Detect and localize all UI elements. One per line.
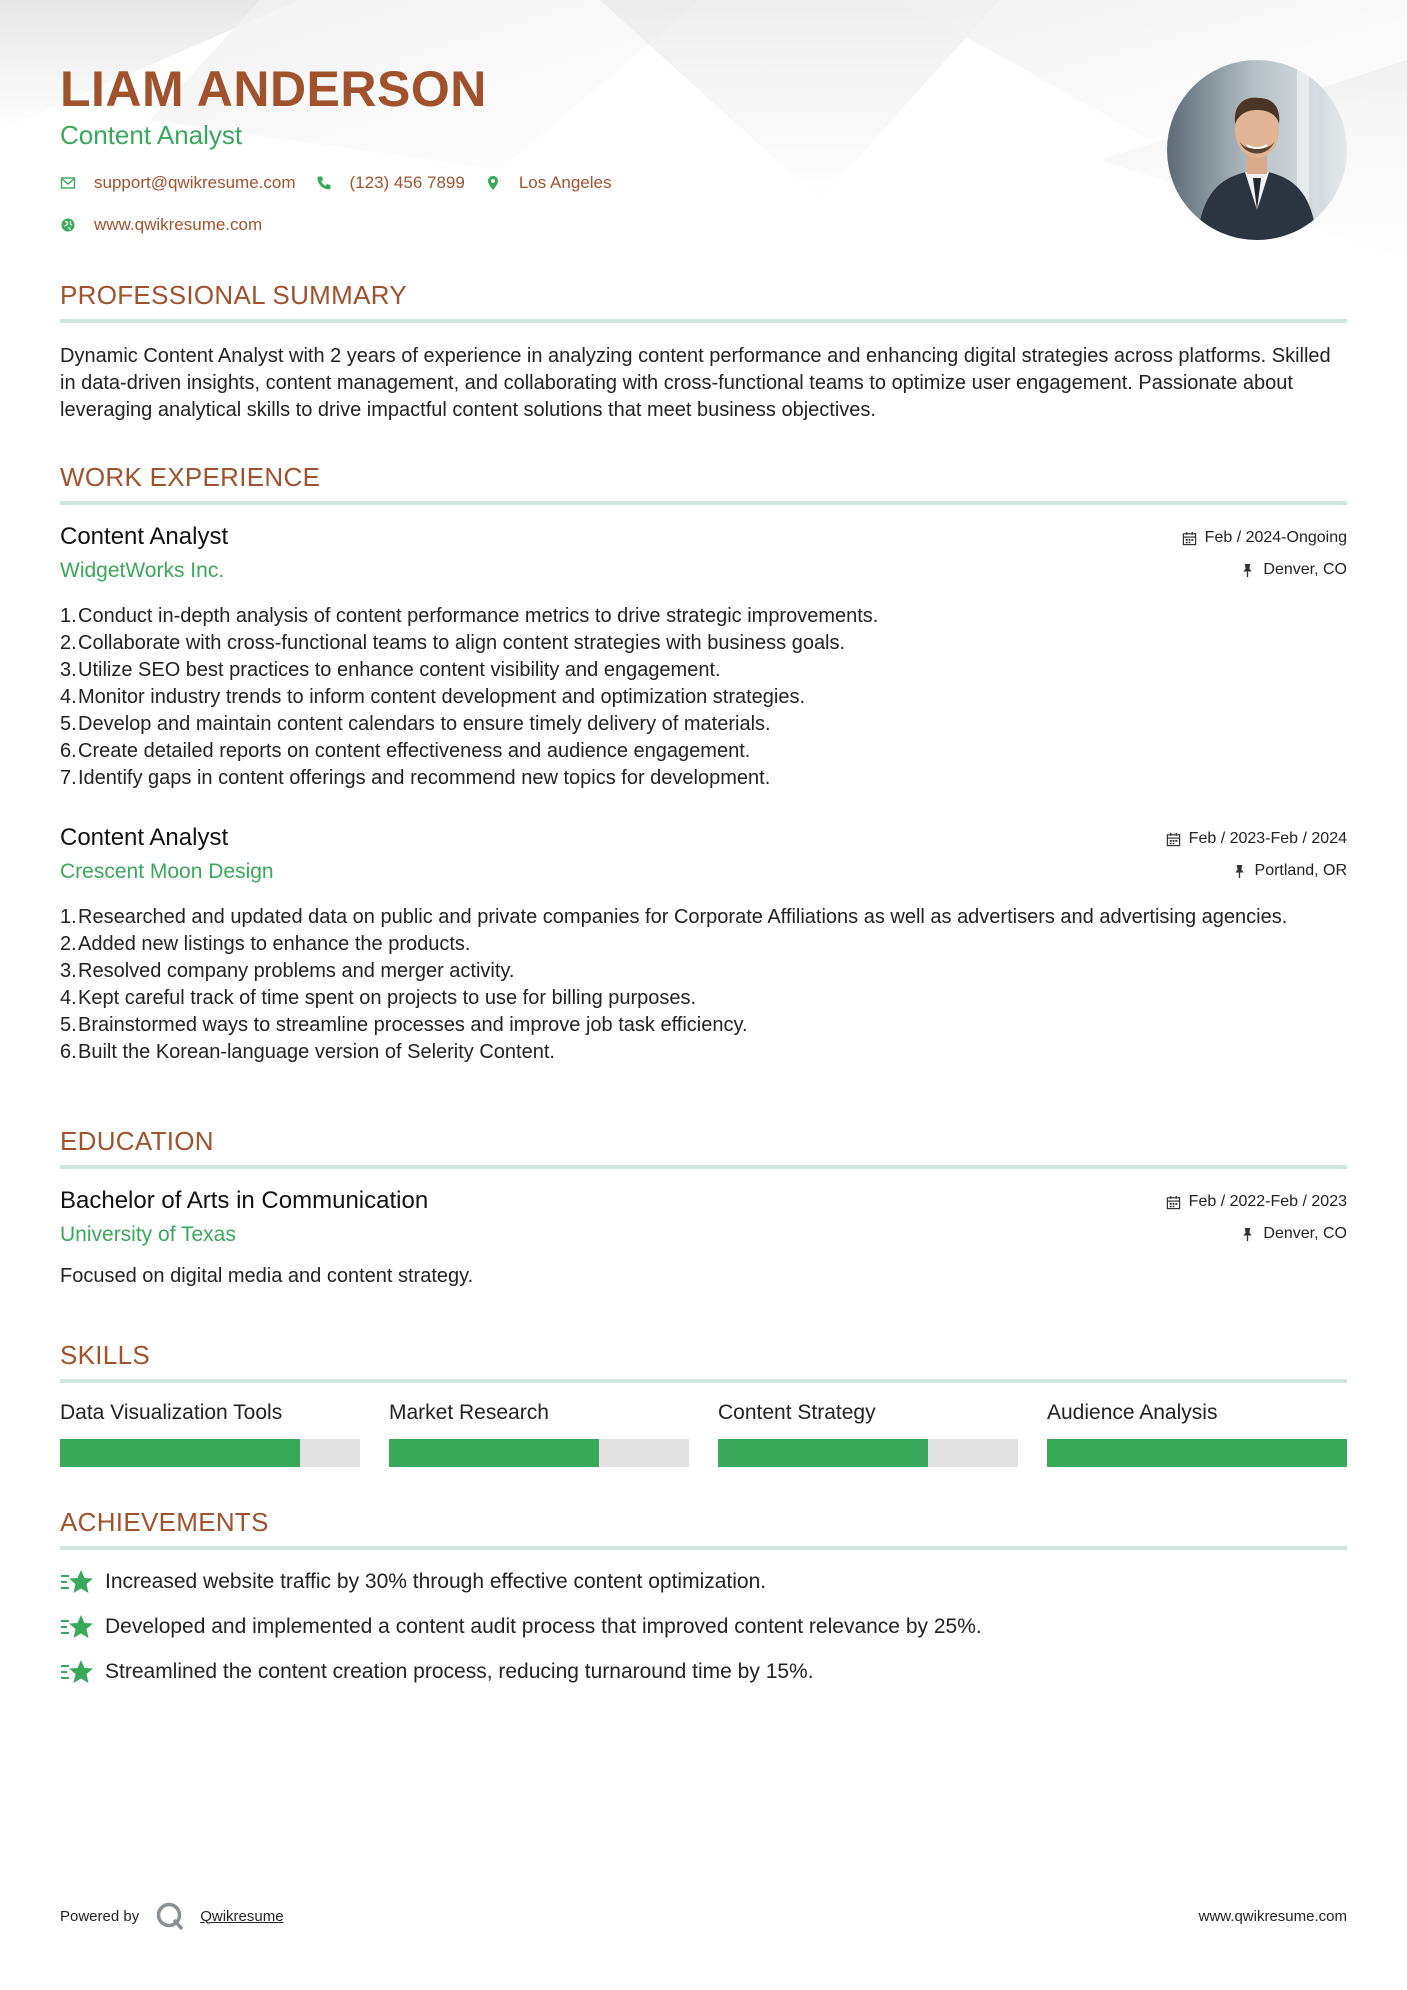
education-date-text: Feb / 2022-Feb / 2023 [1188,1193,1347,1210]
envelope-icon [60,175,76,191]
education-description: Focused on digital media and content strategy. [60,1265,474,1287]
achievement-item [60,1568,1347,1596]
footer-powered-by [60,1900,284,1932]
summary-section [60,280,1347,424]
skill-name: Audience Analysis [1047,1401,1218,1424]
list-item: 2. Added new listings to enhance the products. [60,933,471,955]
achievements-heading: ACHIEVEMENTS [60,1507,1347,1550]
job-date-text: Feb / 2023-Feb / 2024 [1188,830,1347,847]
job-role: Content Analyst [60,523,229,550]
globe-icon [60,217,76,233]
phone-icon [316,175,332,191]
list-item: 1. Researched and updated data on public and private companies for Corporate Affiliations as well as advertisers and advertising agencies. [60,906,1288,928]
job-entry [60,824,1347,1066]
job-date [1166,830,1347,848]
list-item: 5. Develop and maintain content calendars to ensure timely delivery of materials. [60,713,771,735]
job-header [60,523,1347,599]
job-location [1240,561,1347,579]
job-date-text: Feb / 2024-Ongoing [1204,529,1347,546]
list-item: 3. Resolved company problems and merger activity. [60,960,515,982]
pushpin-icon [1232,864,1247,879]
contact-location [485,173,612,193]
footer-website[interactable]: www.qwikresume.com [1198,1907,1347,1925]
job-header [60,824,1347,900]
contact-row [60,173,631,193]
achievement-text: Increased website traffic by 30% through effective content optimization. [105,1570,767,1593]
skill-bar-fill [60,1439,300,1467]
skill-bar-fill [718,1439,928,1467]
skill-name: Data Visualization Tools [60,1401,283,1424]
pushpin-icon [1240,1227,1255,1242]
skill-item [60,1401,360,1467]
skill-item [718,1401,1018,1467]
page-footer [60,1900,1347,1932]
list-item: 7. Identify gaps in content offerings and recommend new topics for development. [60,767,771,789]
skill-name: Content Strategy [718,1401,876,1424]
education-location-text: Denver, CO [1263,1225,1347,1242]
candidate-title: Content Analyst [60,120,243,150]
achievement-item [60,1613,1347,1641]
skills-heading: SKILLS [60,1340,1347,1383]
job-bullets [60,904,1347,1066]
summary-text: Dynamic Content Analyst with 2 years of experience in analyzing content performance and enhancing digital strategies across platforms. Skilled in data-driven insights, content management, and collaborating with cross-functional teams to optimize user engagement. Passionate about leveraging analytical skills to drive impactful content solutions that meet business objectives. [60,345,1331,421]
achievement-text: Streamlined the content creation process, reducing turnaround time by 15%. [105,1660,814,1683]
contact-email[interactable] [60,173,296,193]
list-item: 4. Kept careful track of time spent on projects to use for billing purposes. [60,987,697,1009]
list-item: 3. Utilize SEO best practices to enhance content visibility and engagement. [60,659,721,681]
job-location [1232,862,1347,880]
phone-text: (123) 456 7899 [349,173,465,192]
candidate-name: LIAM ANDERSON [60,61,487,117]
shooting-star-icon [60,1613,94,1641]
calendar-icon [1166,1195,1181,1210]
contact-row-website [60,215,282,235]
job-location-text: Denver, CO [1263,561,1347,578]
skills-list [60,1401,1347,1467]
skill-bar-fill [389,1439,599,1467]
summary-heading: PROFESSIONAL SUMMARY [60,280,1347,323]
pushpin-icon [1240,563,1255,578]
job-entry [60,523,1347,792]
shooting-star-icon [60,1658,94,1686]
list-item: 5. Brainstormed ways to streamline processes and improve job task efficiency. [60,1014,748,1036]
job-location-text: Portland, OR [1254,862,1347,879]
shooting-star-icon [60,1568,94,1596]
footer-brand-link[interactable]: Qwikresume [200,1907,284,1925]
experience-section [60,462,1347,1066]
calendar-icon [1166,832,1181,847]
location-text: Los Angeles [518,173,612,192]
profile-photo-image [1167,60,1347,240]
education-section [60,1126,1347,1288]
skill-bar [1047,1439,1347,1467]
job-date [1182,529,1347,547]
education-location [1240,1225,1347,1243]
school: University of Texas [60,1223,236,1246]
contact-website[interactable] [60,215,262,235]
powered-by-text: Powered by [60,1907,140,1925]
skill-item [1047,1401,1347,1467]
skill-item [389,1401,689,1467]
calendar-icon [1182,531,1197,546]
list-item: 2. Collaborate with cross-functional teams to align content strategies with business goals. [60,632,846,654]
list-item: 1. Conduct in-depth analysis of content performance metrics to drive strategic improvements. [60,605,879,627]
achievements-list [60,1568,1347,1686]
list-item: 6. Built the Korean-language version of Selerity Content. [60,1041,555,1063]
education-heading: EDUCATION [60,1126,1347,1169]
list-item: 6. Create detailed reports on content effectiveness and audience engagement. [60,740,751,762]
degree: Bachelor of Arts in Communication [60,1187,429,1214]
map-pin-icon [485,175,501,191]
experience-heading: WORK EXPERIENCE [60,462,1347,505]
job-company: Crescent Moon Design [60,860,274,883]
skill-name: Market Research [389,1401,549,1424]
achievement-item [60,1658,1347,1686]
qwikresume-logo-icon [154,1900,186,1932]
education-date [1166,1193,1347,1211]
job-company: WidgetWorks Inc. [60,559,225,582]
achievement-text: Developed and implemented a content audit process that improved content relevance by 25%. [105,1615,982,1638]
profile-photo [1167,60,1347,240]
email-text: support@qwikresume.com [94,173,296,192]
website-text: www.qwikresume.com [94,215,263,234]
education-header [60,1187,1347,1261]
job-bullets [60,603,1347,792]
skill-bar-fill [1047,1439,1347,1467]
resume-header [60,0,1347,250]
skill-bar [718,1439,1018,1467]
list-item: 4. Monitor industry trends to inform content development and optimization strategies. [60,686,806,708]
contact-phone[interactable] [316,173,465,193]
education-entry [60,1187,1347,1288]
skill-bar [389,1439,689,1467]
job-role: Content Analyst [60,824,229,851]
skill-bar [60,1439,360,1467]
achievements-section [60,1507,1347,1686]
skills-section [60,1340,1347,1467]
